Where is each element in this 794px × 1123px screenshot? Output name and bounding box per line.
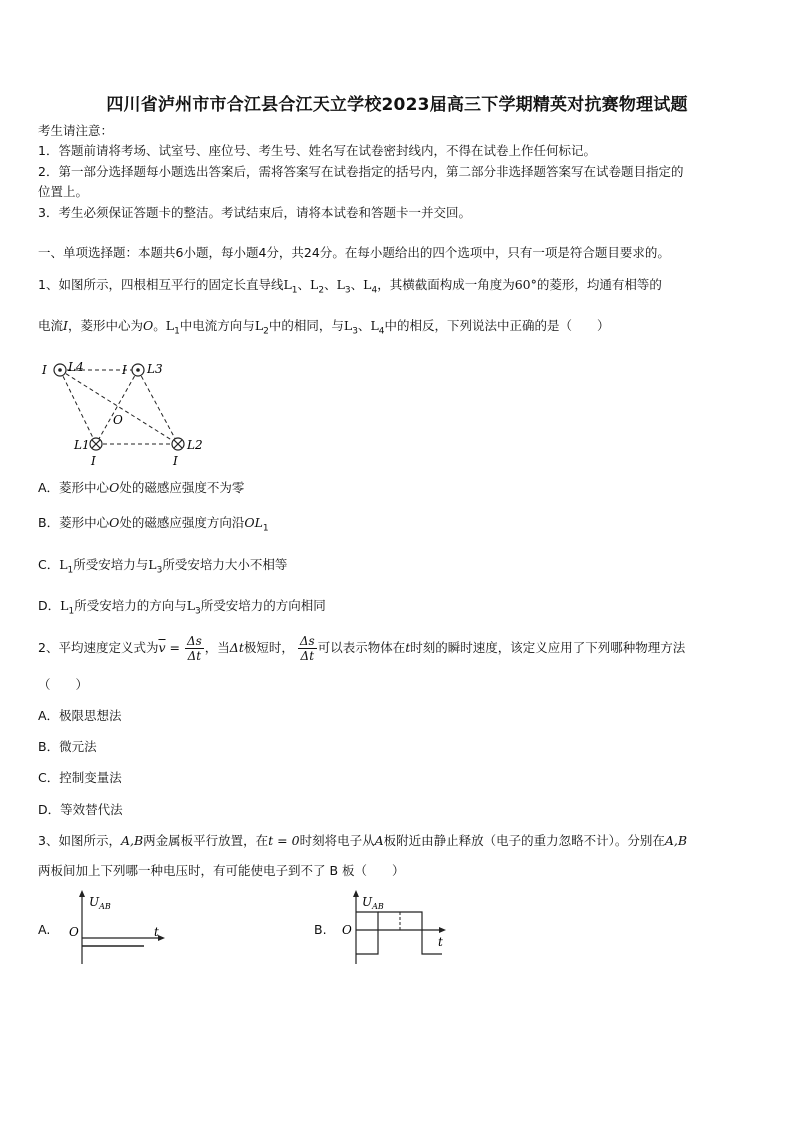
q2-fraction (185, 634, 204, 663)
graph-a-x-arrow-icon (158, 935, 165, 941)
q1-sub: 1 (174, 326, 180, 337)
q1-text: 的菱形，均通有相等的 (536, 277, 662, 292)
q1-center-symbol: O (142, 318, 154, 333)
q2-option-b: B．微元法 (38, 739, 97, 754)
notice-item-3: 3．考生必须保证答题卡的整洁。考试结束后，请将本试卷和答题卡一并交回。 (38, 205, 471, 220)
q2-option-a: A．极限思想法 (38, 708, 122, 723)
q3-stem-line2: 两板间加上下列哪一种电压时，有可能使电子到不了 B 板（ ） (38, 863, 405, 878)
q1-text: ，其横截面构成一角度为 (377, 277, 515, 292)
option-symbol: L (60, 598, 69, 613)
fig-current-label: I (42, 363, 47, 377)
option-text: C． (38, 557, 60, 572)
graph-b-wave-segment (356, 912, 378, 954)
graph-b-ylabel-sub: AB (372, 902, 384, 911)
q1-sub: 4 (378, 326, 385, 337)
q1-wire-l4: L (370, 318, 379, 333)
wire-l4-dot-icon (54, 364, 66, 376)
option-symbol: L (148, 557, 157, 572)
fraction-denominator: Δt (187, 649, 202, 663)
q1-wire-l4: L (363, 277, 372, 292)
q2-equals: = (165, 640, 184, 655)
q2-text: 2、平均速度定义式为 (38, 640, 159, 655)
q1-sub: 2 (263, 326, 269, 337)
q3-text: 板附近由静止释放（电子的重力忽略不计）。分别在 (383, 833, 665, 848)
graph-b-x-arrow-icon (439, 927, 446, 933)
q1-text: 中电流方向与 (179, 318, 255, 333)
q1-text: 1、如图所示，四根相互平行的固定长直导线 (38, 277, 284, 292)
option-text: 所受安培力的方向与 (74, 598, 187, 613)
graph-a-ylabel (89, 895, 111, 911)
q2-fraction (298, 634, 317, 663)
q2-text: 时刻的瞬时速度，该定义应用了下列哪种物理方法 (410, 640, 686, 655)
q3-text: 3、如图所示， (38, 833, 121, 848)
graph-b-xlabel: t (438, 935, 443, 949)
q3-plate-a: A (374, 833, 384, 848)
q1-angle: 60° (514, 277, 537, 292)
q1-wire-l2: L (310, 277, 319, 292)
graph-a-ylabel-main: U (89, 895, 100, 909)
fraction-numerator: Δs (299, 634, 315, 648)
q1-text: 。 (153, 318, 166, 333)
q2-stem-line1 (38, 631, 685, 665)
q1-current-symbol: I (63, 318, 68, 333)
q3-graph-a (62, 888, 172, 968)
fig-l3-label: L3 (147, 362, 163, 376)
graph-b-ylabel-main: U (362, 895, 373, 909)
q1-wire-l3: L (336, 277, 345, 292)
graph-a-origin: O (69, 925, 79, 939)
q3-stem-line1 (38, 833, 687, 849)
q3-text: 时刻将电子从 (299, 833, 375, 848)
option-text: 所受安培力与 (73, 557, 149, 572)
option-text: B．菱形中心 (38, 515, 110, 530)
option-symbol: L (59, 557, 68, 572)
q1-sub: 4 (371, 285, 378, 296)
page-title: 四川省泸州市市合江县合江天立学校2023届高三下学期精英对抗赛物理试题 (106, 95, 688, 115)
q3-text: 两金属板平行放置，在 (143, 833, 269, 848)
q1-option-a (38, 480, 244, 496)
q1-sub: 2 (318, 285, 325, 296)
option-text: 所受安培力的方向相同 (200, 598, 326, 613)
option-symbol: OL (244, 515, 263, 530)
q2-option-c: C．控制变量法 (38, 770, 122, 785)
option-text: 处的磁感应强度方向沿 (119, 515, 245, 530)
q2-delta-t: Δt (229, 640, 244, 655)
q1-option-b (38, 515, 269, 537)
option-symbol: O (109, 515, 120, 530)
q2-text: ，当 (204, 640, 230, 655)
option-sub: 3 (156, 565, 163, 576)
q1-sub: 3 (352, 326, 358, 337)
graph-b-ylabel (362, 895, 384, 911)
option-sub: 1 (262, 523, 269, 534)
fig-current-label: I (91, 454, 96, 468)
notice-item-2-cont: 位置上。 (38, 184, 89, 199)
wire-l1-cross-icon (90, 438, 102, 450)
q2-time-symbol: t (405, 640, 411, 655)
graph-a-y-arrow-icon (79, 890, 85, 897)
option-text: 处的磁感应强度不为零 (119, 480, 245, 495)
q1-wire-l3: L (343, 318, 353, 333)
fig-current-label: I (173, 454, 178, 468)
q3-option-b-label: B. (314, 922, 327, 937)
q1-stem-line1: 1、如图所示，四根相互平行的固定长直导线$L_1$、$L_2$、$L_3$、$L_4$，其横截面构成一角度为60°的菱形，均通有相等的 (38, 277, 662, 296)
q1-option-d (38, 598, 326, 620)
fig-center-label: O (113, 413, 123, 427)
graph-a-xlabel: t (154, 925, 159, 939)
q2-text: 可以表示物体在 (317, 640, 406, 655)
option-text: A．菱形中心 (38, 480, 110, 495)
q1-wire-l2: L (254, 318, 264, 333)
q1-sub: 3 (344, 285, 351, 296)
q3-plates-symbol: A,B (664, 833, 688, 848)
fraction-numerator: Δs (186, 634, 202, 648)
fig-l2-label: L2 (187, 438, 203, 452)
option-symbol: L (186, 598, 196, 613)
fig-l1-label: L1 (74, 438, 90, 452)
q1-text: 中的相同，与 (268, 318, 344, 333)
option-text: 所受安培力大小不相等 (162, 557, 288, 572)
option-sub: 1 (68, 606, 75, 617)
graph-a-ylabel-sub: AB (99, 902, 111, 911)
graph-b-origin: O (342, 923, 352, 937)
rhombus-diagonal-long (60, 370, 178, 444)
q2-paren: （ ） (38, 677, 89, 692)
q3-t-zero: t = 0 (268, 833, 300, 848)
q2-text: 极短时， (243, 640, 294, 655)
option-sub: 1 (67, 565, 74, 576)
fraction-denominator: Δt (300, 649, 315, 663)
notice-heading: 考生请注意： (38, 123, 114, 138)
notice-item-1: 1．答题前请将考场、试室号、座位号、考生号、姓名写在试卷密封线内，不得在试卷上作任何标记。 (38, 143, 596, 158)
rhombus-diagonal-short (96, 370, 138, 444)
q3-graph-b (338, 888, 453, 968)
wire-l2-cross-icon (172, 438, 184, 450)
q3-plates-symbol: A,B (120, 833, 144, 848)
fig-current-label: I (122, 363, 127, 377)
q2-option-d: D．等效替代法 (38, 802, 123, 817)
wire-l3-dot-icon (132, 364, 144, 376)
q1-figure (38, 355, 218, 470)
q3-option-a-label: A. (38, 922, 51, 937)
rhombus-right-edge (138, 370, 178, 444)
q1-option-c (38, 557, 287, 579)
q1-wire-l1: L (165, 318, 175, 333)
fig-l4-label: L4 (68, 360, 84, 374)
option-sub: 3 (195, 606, 201, 617)
q1-sub: 1 (291, 285, 298, 296)
q2-avg-velocity: $\overline{v}$ (158, 640, 166, 655)
q1-text: 中的相反，下列说法中正确的是（ ） (384, 318, 610, 333)
section-heading: 一、单项选择题：本题共6小题，每小题4分，共24分。在每小题给出的四个选项中，只有一项是符合题目要求的。 (38, 245, 670, 260)
graph-b-wave (378, 912, 442, 954)
option-text: D． (38, 598, 61, 613)
q1-wire-l1: L (283, 277, 292, 292)
graph-b-y-arrow-icon (353, 890, 359, 897)
option-symbol: O (109, 480, 120, 495)
q1-text: ，菱形中心为 (67, 318, 143, 333)
q1-stem-line2: 电流I，菱形中心为O。$L_1$中电流方向与$L_2$中的相同，与$L_3$、$L_4$中的相反，下列说法中正确的是（ ） (38, 318, 610, 337)
q1-text: 电流 (38, 318, 64, 333)
notice-item-2: 2．第一部分选择题每小题选出答案后，需将答案写在试卷指定的括号内，第二部分非选择题答案写在试卷题目指定的 (38, 164, 684, 179)
